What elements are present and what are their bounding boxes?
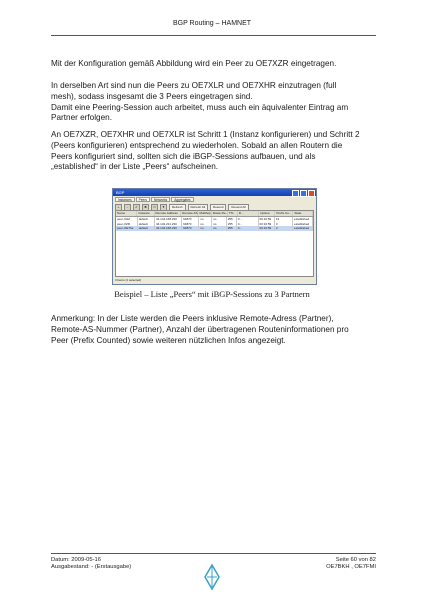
resend-button[interactable]: Resend [210, 204, 226, 211]
paragraph-steps: An OE7XZR, OE7XHR und OE7XLR ist Schritt 1 (Instanz konfigurieren) und Schritt 2 (Peers konfigurieren) entsprechend zu wiederholen. Sobald an allen Routern die Peers konfiguriert sind, sollten sich die iBGP-Sessions aufbauen, und als „established“ in der Liste „Peers“ aufscheinen. [51, 130, 360, 172]
close-icon[interactable] [308, 190, 315, 197]
paragraph-peers: In derselben Art sind nun die Peers zu OE7XLR und OE7XHR einzutragen (full mesh), sodass insgesamt die 3 Peers eingetragen sind. Damit eine Peering-Session auch arbeitet, muss auch ein äquivalenter Eintrag am Partner erfolgen. [51, 81, 349, 123]
footer-right [326, 557, 376, 571]
window-tabs [113, 196, 316, 203]
refresh-button[interactable]: Refresh [169, 204, 186, 211]
window-titlebar [113, 189, 316, 196]
header-rule [51, 35, 376, 36]
footer-authors: OE7BKH , OE7FMI [326, 564, 376, 570]
enable-icon[interactable]: ✔ [133, 204, 140, 211]
comment-icon[interactable]: ▭ [151, 204, 158, 211]
maximize-icon[interactable] [300, 190, 307, 197]
table-row[interactable]: peer-XHZ default 44.143.168.230 64870 no no 255 0... 00:16:59 13 established [116, 217, 313, 222]
window-title: BGP [116, 190, 125, 195]
minimize-icon[interactable] [292, 190, 299, 197]
tab-aggregates[interactable]: Aggregates [171, 197, 193, 202]
add-icon[interactable]: + [115, 204, 122, 211]
paragraph-intro: Mit der Konfiguration gemäß Abbildung wird ein Peer zu OE7XZR eingetragen. [51, 59, 337, 68]
table-row[interactable]: peer-OE7ha default 44.143.168.230 64870 no no 255 0... 00:16:59 4 established [116, 226, 313, 231]
tab-instances[interactable]: Instances [115, 197, 135, 202]
footer-left [51, 557, 131, 571]
tab-networks[interactable]: Networks [151, 197, 170, 202]
bgp-window-screenshot [112, 188, 317, 285]
footer-date: Datum: 2009-05-16 [51, 557, 101, 563]
remove-icon[interactable]: − [124, 204, 131, 211]
table-row[interactable]: peer-XZR default 44.143.231.230 64870 no no 255 0... 00:16:59 0 established [116, 222, 313, 227]
refresh-all-button[interactable]: Refresh All [188, 204, 209, 211]
page-header: BGP Routing – HAMNET [172, 20, 252, 27]
footer-edition: Ausgabestand: - (Erstausgabe) [51, 564, 132, 570]
disable-icon[interactable]: ✖ [142, 204, 149, 211]
peers-table [115, 210, 314, 277]
resend-all-button[interactable]: Resend All [228, 204, 248, 211]
hamnet-logo [204, 564, 220, 590]
figure-caption: Beispiel – Liste „Peers“ mit iBGP-Sessions zu 3 Partnern [114, 289, 310, 299]
paragraph-note: Anmerkung: In der Liste werden die Peers inklusive Remote-Adress (Partner), Remote-AS-Nummer (Partner), Anzahl der übertragenen Routeninformationen pro Peer (Prefix Counted) sowie weiteren nützlichen Infos angezeigt. [51, 314, 349, 345]
footer-page: Seite 60 von 82 [335, 557, 376, 563]
tab-peers[interactable]: Peers [136, 197, 150, 202]
peers-table-header: Name Instance Remote Address Remote AS Multihop Route Re... TTL R... Uptime Prefix Co... State [116, 211, 313, 217]
window-statusbar: 3 items (1 selected) [115, 278, 142, 282]
filter-icon[interactable]: ▼ [160, 204, 167, 211]
footer-rule [51, 553, 376, 554]
